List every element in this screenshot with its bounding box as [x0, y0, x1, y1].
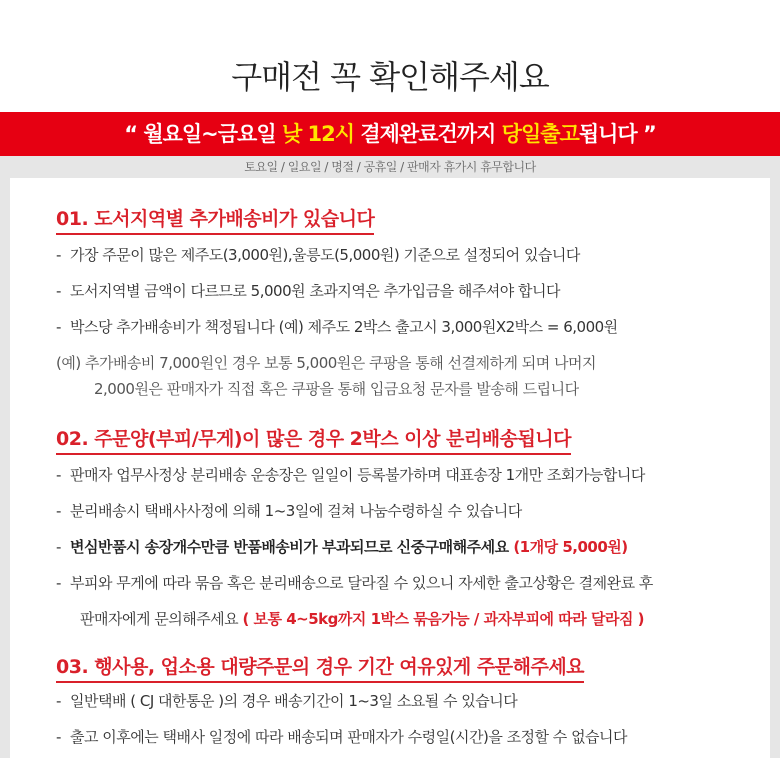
- section-03-heading: 03. 행사용, 업소용 대량주문의 경우 기간 여유있게 주문해주세요: [56, 652, 584, 683]
- section-03-line-2: - 출고 이후에는 택배사 일정에 따라 배송되며 판매자가 수령일(시간)을 조정할 수 없습니다: [56, 728, 628, 746]
- page-title: 구매전 꼭 확인해주세요: [231, 58, 549, 96]
- section-02-line-4: - 부피와 무게에 따라 묶음 혹은 분리배송으로 달라질 수 있으니 자세한 출고상황은 결제완료 후: [56, 574, 653, 592]
- shipping-banner: [0, 112, 780, 156]
- section-02-line-1: - 판매자 업무사정상 분리배송 운송장은 일일이 등록불가하며 대표송장 1개만 조회가능합니다: [56, 466, 645, 484]
- section-02-line-5: 판매자에게 문의해주세요 ( 보통 4~5kg까지 1박스 묶음가능 / 과자부피에 따라 달라짐 ): [80, 610, 645, 628]
- section-01-line-1: - 가장 주문이 많은 제주도(3,000원),울릉도(5,000원) 기준으로 설정되어 있습니다: [56, 246, 580, 264]
- section-01-line-2: - 도서지역별 금액이 다르므로 5,000원 초과지역은 추가입금을 해주셔야 합니다: [56, 282, 561, 300]
- section-02-line-3: - 변심반품시 송장개수만큼 반품배송비가 부과되므로 신중구매해주세요 (1개당 5,000원): [56, 538, 628, 556]
- section-01-note-1: (예) 추가배송비 7,000원인 경우 보통 5,000원은 쿠팡을 통해 선결제하게 되며 나머지: [56, 354, 596, 372]
- banner-quote-open: “: [124, 122, 144, 146]
- holiday-notice: 토요일 / 일요일 / 명절 / 공휴일 / 판매자 휴가시 휴무합니다: [244, 160, 536, 174]
- banner-quote-close: ”: [636, 122, 656, 146]
- section-01-line-3: - 박스당 추가배송비가 책정됩니다 (예) 제주도 2박스 출고시 3,000원X2박스 = 6,000원: [56, 318, 618, 336]
- section-02-heading: 02. 주문양(부피/무게)이 많은 경우 2박스 이상 분리배송됩니다: [56, 424, 571, 455]
- banner-highlight-sameday: 당일출고: [501, 122, 579, 146]
- section-03-line-1: - 일반택배 ( CJ 대한통운 )의 경우 배송기간이 1~3일 소요될 수 있습니다: [56, 692, 518, 710]
- banner-text-1: 월요일~금요일: [143, 122, 282, 146]
- banner-text-2: 결제완료건까지: [354, 122, 502, 146]
- section-01-heading: 01. 도서지역별 추가배송비가 있습니다: [56, 204, 374, 235]
- header-area: [0, 0, 780, 112]
- banner-text-3: 됩니다: [578, 122, 637, 146]
- section-02-line-2: - 분리배송시 택배사사정에 의해 1~3일에 걸쳐 나눔수령하실 수 있습니다: [56, 502, 522, 520]
- banner-highlight-time: 낮 12시: [281, 122, 355, 146]
- section-01-note-2: 2,000원은 판매자가 직접 혹은 쿠팡을 통해 입금요청 문자를 발송해 드립니다: [94, 380, 579, 398]
